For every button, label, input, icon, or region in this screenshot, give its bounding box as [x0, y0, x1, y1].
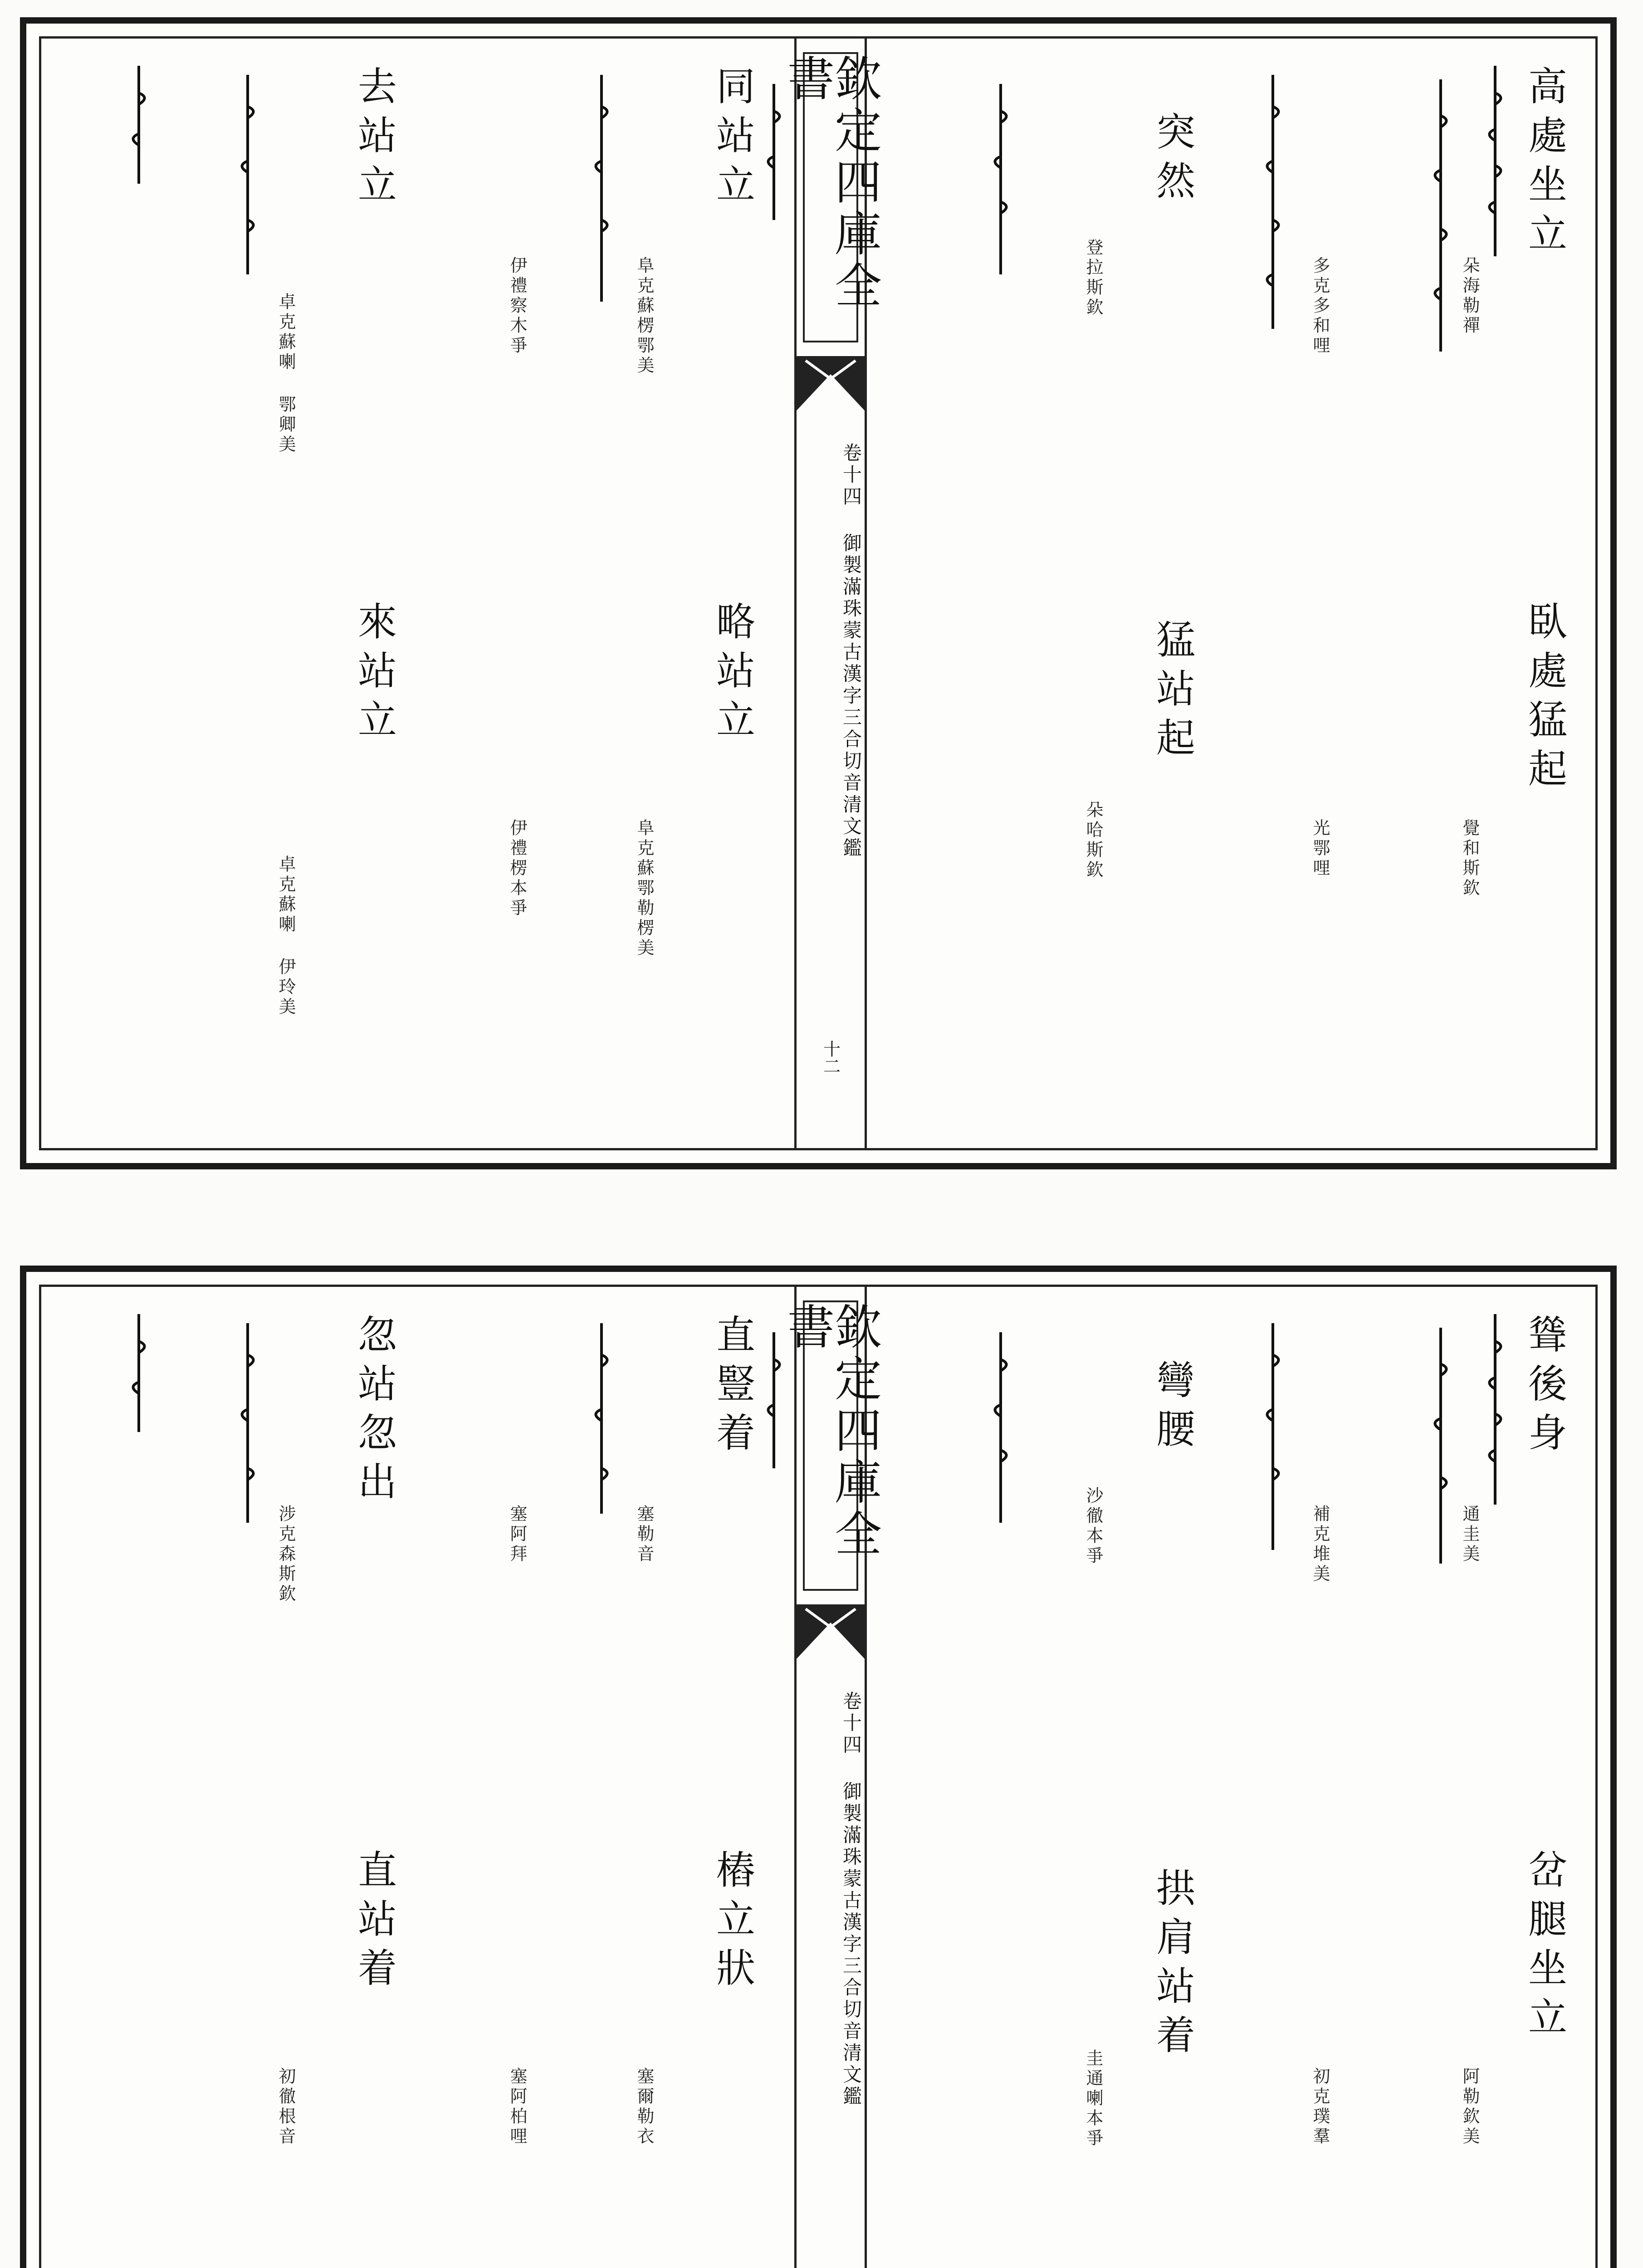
- top-folio: 十二: [820, 1040, 841, 1075]
- gloss: 塞勒音: [634, 1505, 654, 1564]
- manchu-script-column: [985, 1332, 1017, 1523]
- gloss: 光鄂哩: [1310, 819, 1330, 879]
- gloss: 伊禮察木爭: [507, 256, 527, 356]
- manchu-script-column: [232, 75, 264, 274]
- headword: 拱肩站着: [1149, 1867, 1195, 2063]
- bottom-page-frame: [39, 1285, 1598, 2268]
- headword: 彎腰: [1149, 1359, 1195, 1457]
- bottom-page: [20, 1266, 1617, 2268]
- gloss: 伊禮楞本爭: [507, 819, 527, 919]
- gloss: 涉克森斯欽: [276, 1505, 296, 1604]
- headword: 同站立: [709, 66, 755, 213]
- manchu-script-column: [232, 1323, 264, 1523]
- gloss: 多克多和哩: [1310, 256, 1330, 356]
- manchu-script-column: [123, 66, 155, 184]
- headword: 聳後身: [1521, 1314, 1567, 1461]
- gloss: 卓克蘇喇 鄂卿美: [276, 293, 296, 455]
- gloss: 塞阿拜: [507, 1505, 527, 1564]
- headword: 直站着: [351, 1849, 396, 1996]
- headword: 忽站忽出: [351, 1314, 396, 1510]
- gloss: 登拉斯欽: [1083, 238, 1103, 318]
- fish-tail-ornament: [797, 356, 865, 411]
- headword: 突然: [1149, 111, 1195, 209]
- gloss: 朵哈斯欽: [1083, 801, 1103, 880]
- gloss: 阜克蘇楞鄂美: [634, 256, 654, 376]
- gloss: 補克堆美: [1310, 1505, 1330, 1584]
- gloss: 通圭美: [1460, 1505, 1480, 1564]
- top-page-frame: [39, 36, 1598, 1150]
- manchu-script-column: [1425, 1328, 1457, 1564]
- headword: 略站立: [709, 601, 755, 748]
- manchu-script-column: [758, 84, 790, 220]
- manchu-script-column: [586, 75, 617, 302]
- top-page: [20, 17, 1617, 1169]
- manchu-script-column: [985, 84, 1017, 274]
- gloss: 覺和斯欽: [1460, 819, 1480, 899]
- gloss: 塞爾勒衣: [634, 2067, 654, 2147]
- headword: 高處坐立: [1521, 66, 1567, 262]
- headword: 來站立: [351, 601, 396, 748]
- gloss: 塞阿柏哩: [507, 2067, 527, 2147]
- manchu-script-column: [586, 1323, 617, 1514]
- gloss: 阜克蘇鄂勒楞美: [634, 819, 654, 958]
- manchu-script-column: [1479, 66, 1511, 256]
- top-volume-title: 卷十四 御製滿珠蒙古漢字三合切音清文鑑: [840, 442, 862, 860]
- top-page-center-band: [779, 39, 882, 1148]
- manchu-script-column: [123, 1314, 155, 1432]
- gloss: 卓克蘇喇 伊玲美: [276, 855, 296, 1017]
- gloss: 朵海勒禪: [1460, 256, 1480, 336]
- manchu-script-column: [758, 1332, 790, 1468]
- gloss: 阿勒欽美: [1460, 2067, 1480, 2147]
- headword: 樁立狀: [709, 1849, 755, 1996]
- gloss: 沙徹本爭: [1083, 1486, 1103, 1566]
- gloss: 初徹根音: [276, 2067, 296, 2147]
- fish-tail-ornament: [797, 1604, 865, 1659]
- manchu-script-column: [1257, 75, 1289, 329]
- manchu-script-column: [1257, 1323, 1289, 1550]
- headword: 猛站起: [1149, 619, 1195, 766]
- headword: 岔腿坐立: [1521, 1849, 1567, 2045]
- headword: 臥處猛起: [1521, 601, 1567, 797]
- headword: 去站立: [351, 66, 396, 213]
- top-book-title: 欽定四庫全書: [803, 52, 858, 342]
- manchu-script-column: [1425, 79, 1457, 352]
- manchu-script-column: [1479, 1314, 1511, 1505]
- headword: 直豎着: [709, 1314, 755, 1461]
- gloss: 圭通喇本爭: [1083, 2049, 1103, 2149]
- bottom-book-title: 欽定四庫全書: [803, 1300, 858, 1591]
- bottom-page-center-band: [779, 1287, 882, 2268]
- gloss: 初克璞羣: [1310, 2067, 1330, 2147]
- bottom-volume-title: 卷十四 御製滿珠蒙古漢字三合切音清文鑑: [840, 1691, 862, 2108]
